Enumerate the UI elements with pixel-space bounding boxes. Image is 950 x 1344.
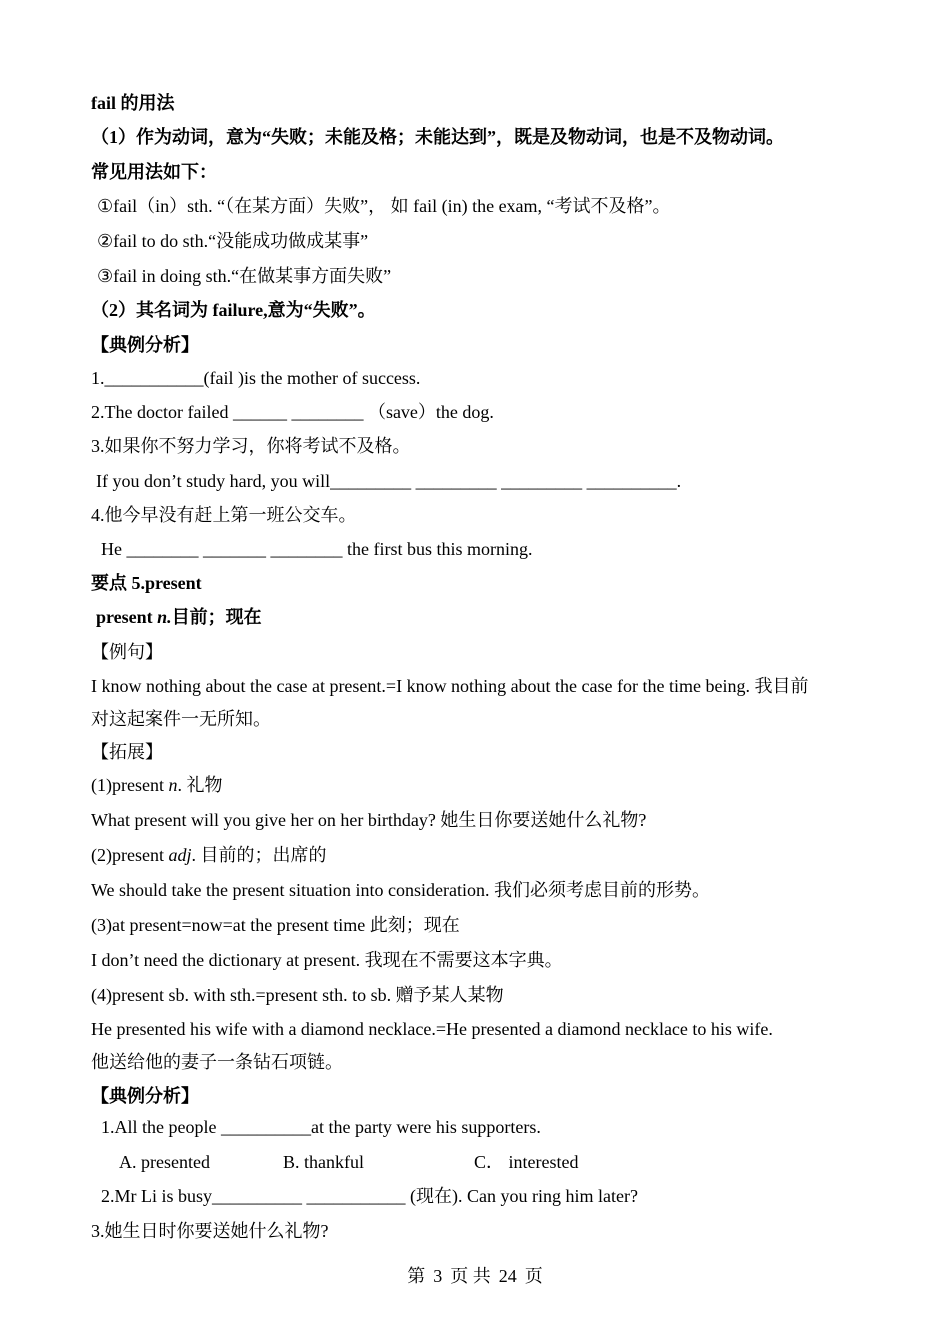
fail-point-2: （2）其名词为 failure,意为“失败”。 [91,300,376,320]
present-q1-option-b: B. thankful [283,1152,364,1172]
fail-usage-1: ①fail（in）sth. “（在某方面）失败”， 如 fail (in) the exam, “考试不及格”。 [97,196,671,216]
ext2-pos: adj [168,845,192,865]
fail-question-4-en: He ________ _______ ________ the first bus this morning. [101,539,533,559]
present-ext-4-example-en: He presented his wife with a diamond necklace.=He presented a diamond necklace to his wife. [91,1019,773,1039]
present-ext-3: (3)at present=now=at the present time 此刻；现在 [91,915,460,935]
present-heading: 要点 5.present [91,573,202,593]
fail-usage-2: ②fail to do sth.“没能成功做成某事” [97,231,369,251]
present-ext-2-example: We should take the present situation into consideration. 我们必须考虑目前的形势。 [91,880,710,900]
present-analysis-heading: 【典例分析】 [91,1086,199,1106]
present-example-line-1: I know nothing about the case at present.=I know nothing about the case for the time being. 我目前 [91,676,809,696]
present-def-pos: n. [157,607,172,627]
fail-question-1: 1.___________(fail )is the mother of success. [91,368,421,388]
present-ext-1-example: What present will you give her on her birthday? 她生日你要送她什么礼物? [91,810,647,830]
fail-point-1: （1）作为动词，意为“失败；未能及格；未能达到”，既是及物动词，也是不及物动词。 [91,127,784,147]
present-extension-heading: 【拓展】 [91,742,163,762]
present-ext-3-example: I don’t need the dictionary at present. 我现在不需要这本字典。 [91,950,563,970]
present-def-word: present [96,607,158,627]
present-def-meaning: 目前；现在 [171,607,262,627]
present-ext-4-example-cn: 他送给他的妻子一条钻石项链。 [91,1052,343,1072]
present-q1-option-a: A. presented [119,1152,210,1172]
fail-common-usage-label: 常见用法如下： [91,162,217,182]
page-footer [0,1265,950,1287]
ext2-meaning: . 目前的；出席的 [191,845,327,865]
fail-question-3-en: If you don’t study hard, you will_________ _________ _________ __________. [96,471,682,491]
present-question-3: 3.她生日时你要送她什么礼物? [91,1221,329,1241]
present-example-heading: 【例句】 [91,642,163,662]
ext1-meaning: . 礼物 [177,775,223,795]
present-definition [96,606,262,628]
present-ext-4: (4)present sb. with sth.=present sth. to sb. 赠予某人某物 [91,985,504,1005]
footer-middle: 页 共 [450,1266,491,1286]
footer-page-number: 3 [433,1266,443,1286]
fail-question-4-cn: 4.他今早没有赶上第一班公交车。 [91,505,357,525]
present-ext-2 [91,844,326,866]
ext1-prefix: (1)present [91,775,169,795]
fail-analysis-heading: 【典例分析】 [91,335,199,355]
ext1-pos: n [168,775,178,795]
present-example-line-2: 对这起案件一无所知。 [91,709,271,729]
fail-question-3-cn: 3.如果你不努力学习，你将考试不及格。 [91,436,411,456]
ext2-prefix: (2)present [91,845,169,865]
fail-question-2: 2.The doctor failed ______ ________ （save）the dog. [91,402,494,422]
footer-prefix: 第 [407,1266,426,1286]
section-title-fail: fail 的用法 [91,93,175,113]
present-q1-option-c: C． interested [474,1152,579,1172]
footer-suffix: 页 [524,1266,543,1286]
footer-total-pages: 24 [498,1266,517,1286]
present-question-1: 1.All the people __________at the party were his supporters. [101,1117,541,1137]
fail-usage-3: ③fail in doing sth.“在做某事方面失败” [97,266,392,286]
present-question-2: 2.Mr Li is busy__________ ___________ (现在). Can you ring him later? [101,1186,638,1206]
present-ext-1 [91,774,222,796]
